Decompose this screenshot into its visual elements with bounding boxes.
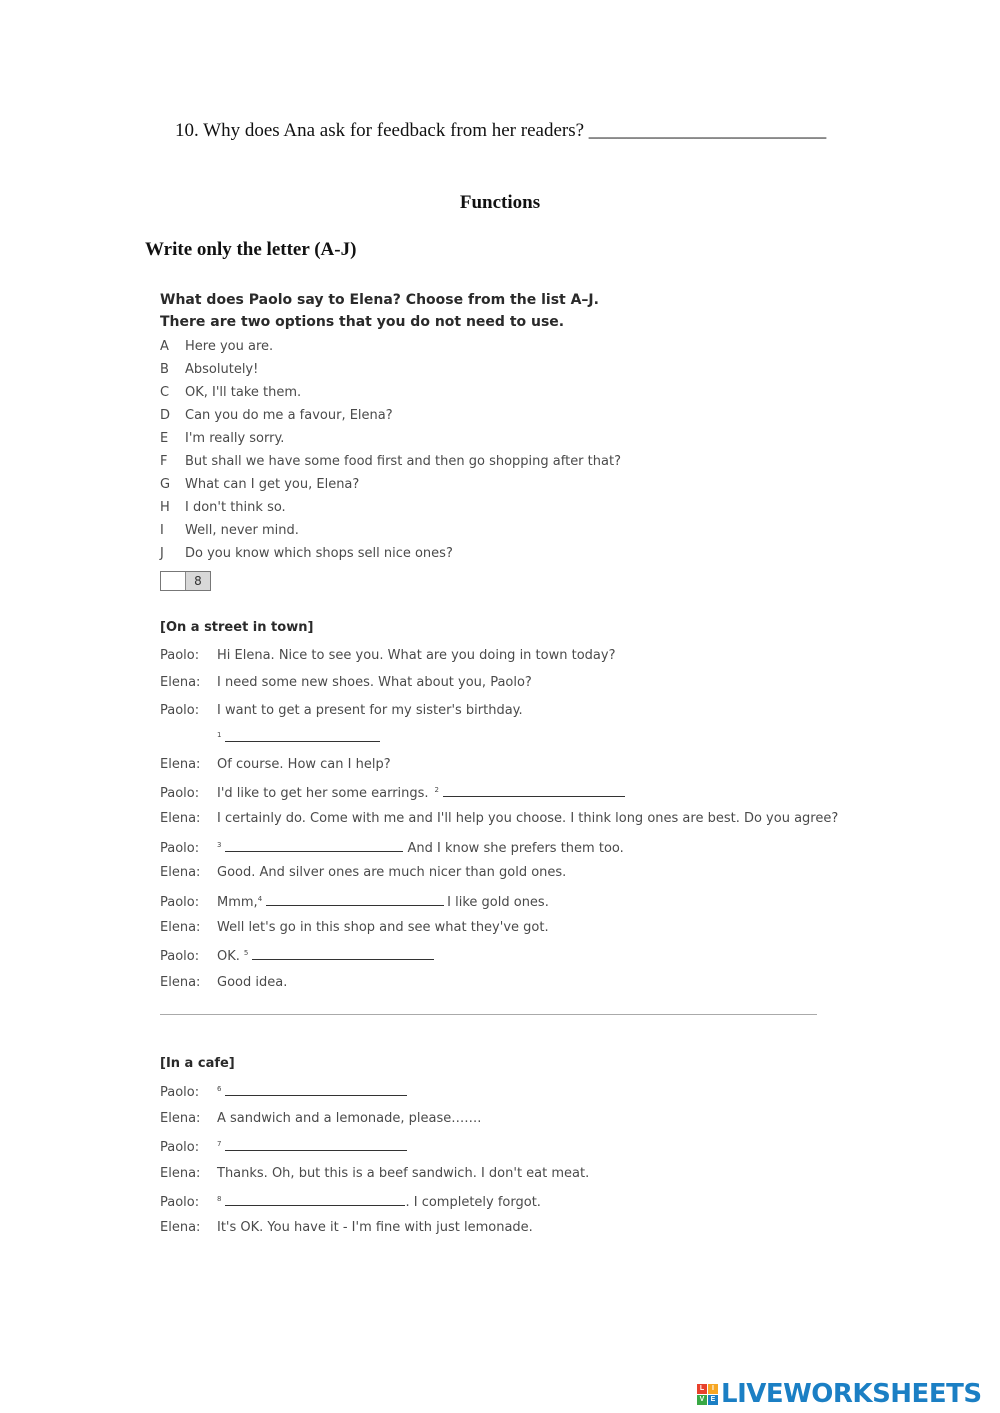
answer-gap-1[interactable] xyxy=(225,729,380,742)
question-10: 10. Why does Ana ask for feedback from her readers? _________________________ xyxy=(175,120,827,141)
answer-gap-7[interactable] xyxy=(225,1138,407,1151)
dialogue-text: I like gold ones. xyxy=(447,895,549,910)
gap-number: 5 xyxy=(243,949,249,957)
dialogue-text: Of course. How can I help? xyxy=(217,757,391,772)
option-text: OK, I'll take them. xyxy=(185,385,302,400)
logo-text: LIVEWORKSHEETS xyxy=(721,1379,982,1409)
dialogue-line xyxy=(160,648,615,663)
speaker: Elena: xyxy=(160,811,201,826)
section-divider xyxy=(160,1014,817,1015)
dialogue-line xyxy=(160,865,566,880)
option-text: Here you are. xyxy=(185,339,274,354)
answer-gap-5[interactable] xyxy=(252,947,434,960)
option-letter: J xyxy=(160,546,164,561)
option-i xyxy=(160,519,621,542)
gap-number: 6 xyxy=(217,1085,222,1093)
option-text: Can you do me a favour, Elena? xyxy=(185,408,393,423)
gap-number: 7 xyxy=(217,1140,222,1148)
section-heading: Functions xyxy=(459,192,541,213)
example-answer-number: 8 xyxy=(185,572,210,590)
logo-square-v: V xyxy=(697,1395,707,1405)
logo-icon xyxy=(697,1384,718,1405)
option-c xyxy=(160,381,621,404)
option-b xyxy=(160,358,621,381)
speaker: Paolo: xyxy=(160,786,200,801)
logo-square-e: E xyxy=(708,1395,718,1405)
scene-2-title: [In a cafe] xyxy=(160,1056,235,1071)
liveworksheets-logo xyxy=(697,1376,982,1412)
dialogue-text: Good idea. xyxy=(217,975,288,990)
gap-number: 2 xyxy=(434,786,440,794)
dialogue-line xyxy=(160,947,434,964)
dialogue-line xyxy=(160,1138,407,1155)
dialogue-line xyxy=(160,920,549,935)
option-letter: G xyxy=(160,477,171,492)
speaker: Paolo: xyxy=(160,648,200,663)
dialogue-text: Good. And silver ones are much nicer than gold ones. xyxy=(217,865,567,880)
option-letter: C xyxy=(160,385,170,400)
answer-gap-2[interactable] xyxy=(443,784,625,797)
dialogue-line xyxy=(160,975,287,990)
option-letter: E xyxy=(160,431,169,446)
dialogue-line xyxy=(160,811,838,826)
exercise-instructions xyxy=(160,289,599,333)
answer-gap-3[interactable] xyxy=(225,839,403,852)
option-letter: A xyxy=(160,339,169,354)
option-letter: H xyxy=(160,500,170,515)
dialogue-line xyxy=(160,675,532,690)
example-answer-blank[interactable] xyxy=(161,572,185,590)
logo-square-i: I xyxy=(708,1384,718,1394)
dialogue-text: I need some new shoes. What about you, Paolo? xyxy=(217,675,532,690)
logo-square-l: L xyxy=(697,1384,707,1394)
dialogue-line xyxy=(160,893,549,910)
answer-gap-8[interactable] xyxy=(225,1193,405,1206)
speaker: Paolo: xyxy=(160,1195,200,1210)
option-letter: I xyxy=(160,523,164,538)
dialogue-line xyxy=(160,839,624,856)
gap-number: 4 xyxy=(257,895,263,903)
dialogue-text: I certainly do. Come with me and I'll help you choose. I think long ones are best. Do you agree? xyxy=(217,811,839,826)
gap-number: 1 xyxy=(217,731,222,739)
speaker: Paolo: xyxy=(160,1085,200,1100)
dialogue-text: Hi Elena. Nice to see you. What are you doing in town today? xyxy=(217,648,616,663)
answer-gap-6[interactable] xyxy=(225,1083,407,1096)
option-text: I don't think so. xyxy=(185,500,286,515)
scene-1-title: [On a street in town] xyxy=(160,620,314,635)
option-text: I'm really sorry. xyxy=(185,431,285,446)
option-letter: F xyxy=(160,454,168,469)
speaker: Elena: xyxy=(160,865,201,880)
speaker: Paolo: xyxy=(160,841,200,856)
dialogue-text: I want to get a present for my sister's birthday. xyxy=(217,703,523,718)
speaker: Elena: xyxy=(160,757,201,772)
dialogue-line xyxy=(160,729,380,744)
speaker: Paolo: xyxy=(160,703,200,718)
option-text: What can I get you, Elena? xyxy=(185,477,360,492)
dialogue-text: Mmm, xyxy=(217,895,258,910)
option-d xyxy=(160,404,621,427)
speaker: Elena: xyxy=(160,675,201,690)
speaker: Paolo: xyxy=(160,949,200,964)
example-answer-box[interactable] xyxy=(160,571,211,591)
dialogue-text: And I know she prefers them too. xyxy=(407,841,624,856)
option-f xyxy=(160,450,621,473)
options-list xyxy=(160,335,621,565)
speaker: Elena: xyxy=(160,1166,201,1181)
dialogue-text: Thanks. Oh, but this is a beef sandwich. I don't eat meat. xyxy=(217,1166,590,1181)
option-text: Well, never mind. xyxy=(185,523,299,538)
speaker: Paolo: xyxy=(160,895,200,910)
dialogue-line xyxy=(160,757,391,772)
option-text: Absolutely! xyxy=(185,362,259,377)
dialogue-line xyxy=(160,703,523,718)
gap-number: 8 xyxy=(217,1195,222,1203)
answer-gap-4[interactable] xyxy=(266,893,444,906)
dialogue-line xyxy=(160,784,625,801)
option-letter: B xyxy=(160,362,169,377)
dialogue-text: OK. xyxy=(217,949,240,964)
dialogue-text: . I completely forgot. xyxy=(405,1195,541,1210)
dialogue-line xyxy=(160,1111,481,1126)
speaker: Elena: xyxy=(160,1220,201,1235)
dialogue-text: Well let's go in this shop and see what they've got. xyxy=(217,920,549,935)
dialogue-text: It's OK. You have it - I'm fine with just lemonade. xyxy=(217,1220,533,1235)
speaker: Elena: xyxy=(160,920,201,935)
speaker: Elena: xyxy=(160,975,201,990)
dialogue-line xyxy=(160,1193,541,1210)
option-text: But shall we have some food first and then go shopping after that? xyxy=(185,454,621,469)
option-h xyxy=(160,496,621,519)
instructions-line-1: What does Paolo say to Elena? Choose from the list A–J. xyxy=(160,292,599,308)
instructions-line-2: There are two options that you do not need to use. xyxy=(160,314,565,330)
option-g xyxy=(160,473,621,496)
section-subheading: Write only the letter (A-J) xyxy=(145,239,357,260)
option-a xyxy=(160,335,621,358)
dialogue-text: A sandwich and a lemonade, please……. xyxy=(217,1111,482,1126)
dialogue-text: I'd like to get her some earrings. xyxy=(217,786,429,801)
dialogue-line xyxy=(160,1166,589,1181)
option-e xyxy=(160,427,621,450)
option-j xyxy=(160,542,621,565)
speaker: Paolo: xyxy=(160,1140,200,1155)
dialogue-line xyxy=(160,1220,533,1235)
option-text: Do you know which shops sell nice ones? xyxy=(185,546,453,561)
speaker: Elena: xyxy=(160,1111,201,1126)
gap-number: 3 xyxy=(217,841,222,849)
option-letter: D xyxy=(160,408,171,423)
dialogue-line xyxy=(160,1083,407,1100)
